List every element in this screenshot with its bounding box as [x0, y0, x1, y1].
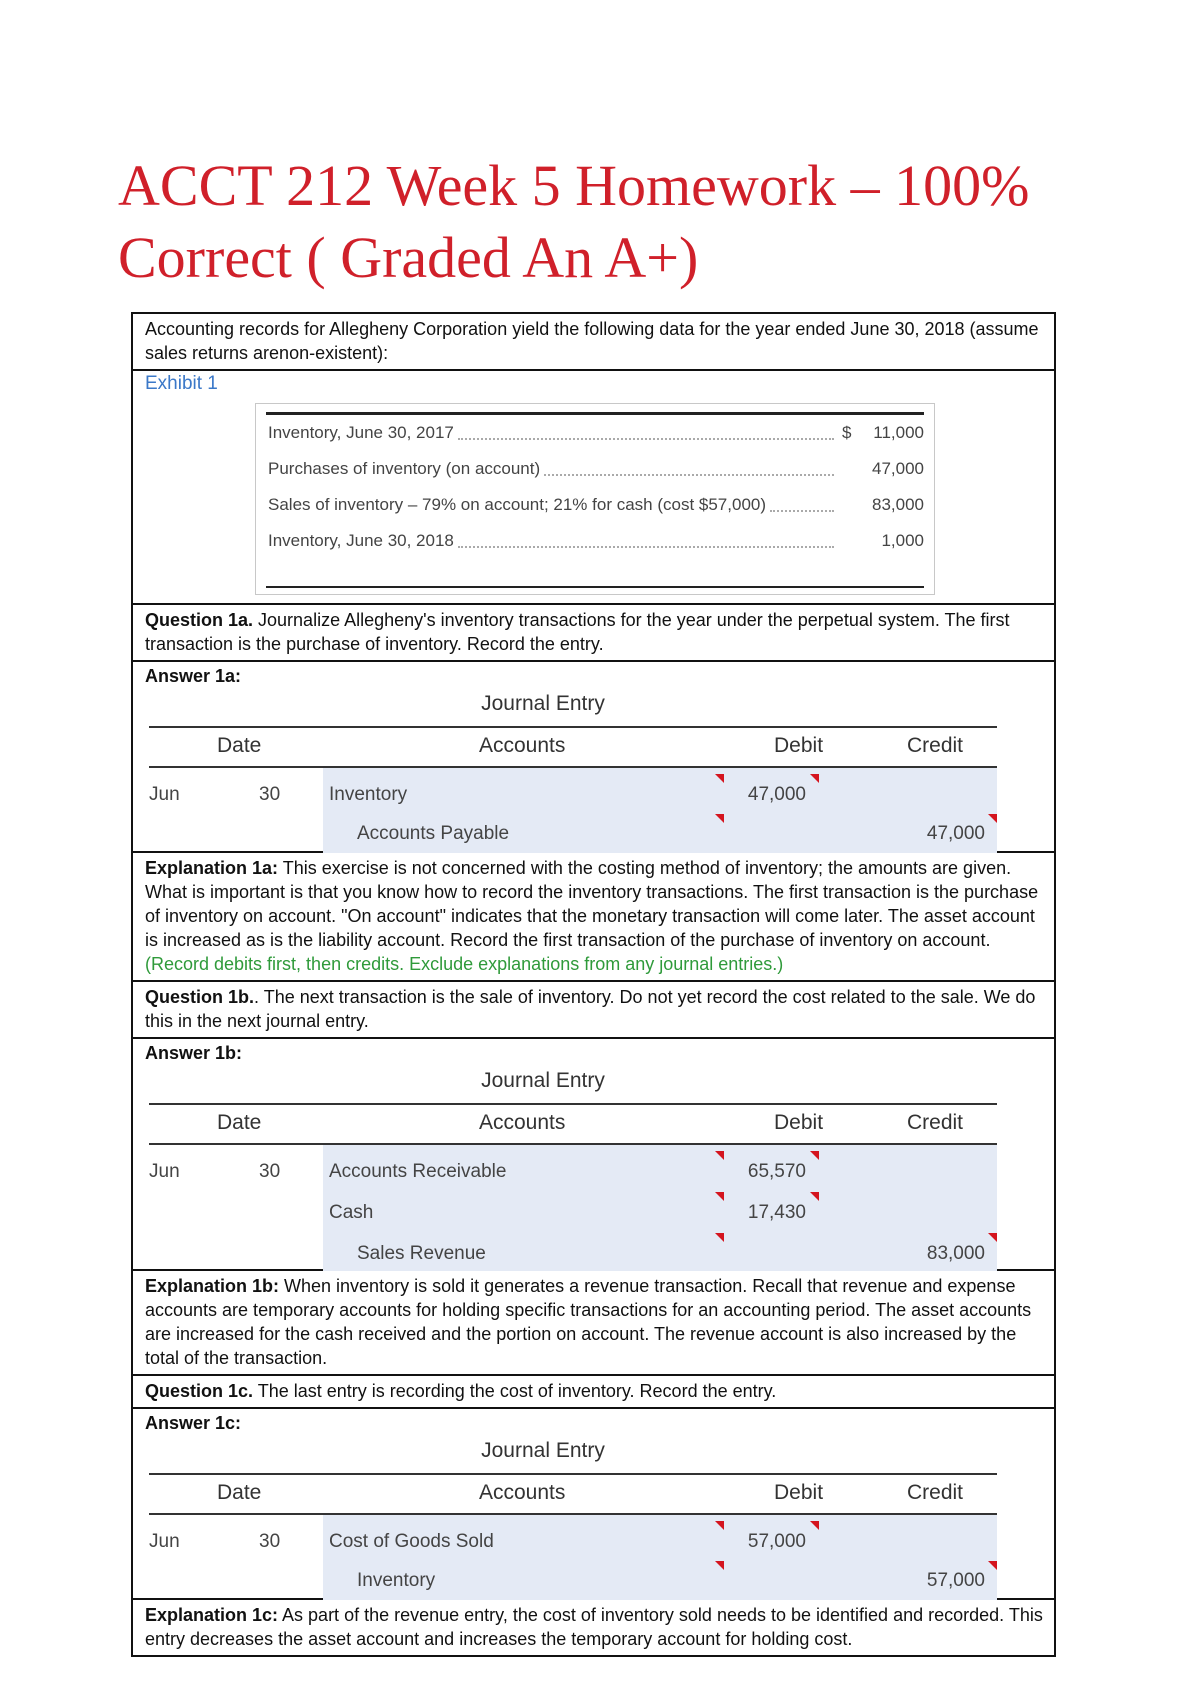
question-1a: [133, 605, 1054, 662]
explanation-1c: [133, 1600, 1054, 1655]
journal-entry-table: [133, 1409, 1054, 1600]
explanation-note: (Record debits first, then credits. Exclude explanations from any journal entries.): [145, 954, 784, 974]
accounts-column-header: Accounts: [479, 734, 566, 757]
document-title-line-2: Correct ( Graded An A+): [118, 225, 699, 290]
error-marker-icon: [810, 774, 819, 783]
date-column-header: Date: [217, 1481, 262, 1504]
answer-label: Answer 1c:: [145, 1413, 242, 1433]
error-marker-icon: [715, 1561, 724, 1570]
journal-debit-input[interactable]: 47,000: [747, 784, 806, 805]
exhibit-line-value: 83,000: [872, 495, 924, 514]
error-marker-icon: [810, 1151, 819, 1160]
question-label: Question 1a.: [145, 610, 254, 630]
explanation-text: This exercise is not concerned with the costing method of inventory; the amounts are given. What is important is that you know how to record the inventory transactions. The first transaction is the purchase of inventory on account. "On account" indicates that the monetary transaction will come later. The asset account is increased as is the liability account. Record the first transaction of the purchase of inventory on account.: [145, 858, 1039, 950]
exhibit-line: [268, 418, 924, 448]
exhibit-table: [255, 403, 935, 595]
answer-label: Answer 1b:: [145, 1043, 243, 1063]
exhibit-line-currency: [842, 459, 856, 479]
journal-account-input[interactable]: Accounts Payable: [357, 823, 510, 844]
journal-account-input[interactable]: Sales Revenue: [357, 1243, 486, 1264]
error-marker-icon: [988, 1561, 997, 1570]
date-column-header: Date: [217, 1111, 262, 1134]
credit-column-header: Credit: [907, 1481, 964, 1504]
credit-column-header: Credit: [907, 734, 964, 757]
exhibit-line-label: Inventory, June 30, 2017: [268, 423, 454, 442]
explanation-label: Explanation 1a:: [145, 858, 279, 878]
error-marker-icon: [988, 1233, 997, 1242]
entry-day: 30: [259, 1531, 281, 1552]
entry-day: 30: [259, 1161, 281, 1182]
exhibit-line: [268, 454, 924, 484]
exhibit-line: [268, 526, 924, 556]
debit-column-header: Debit: [774, 734, 824, 757]
question-text: Journalize Allegheny's inventory transactions for the year under the perpetual system. The first transaction is the purchase of inventory. Record the entry.: [145, 610, 1010, 654]
debit-column-header: Debit: [774, 1111, 824, 1134]
journal-account-input[interactable]: Cost of Goods Sold: [329, 1531, 494, 1552]
document-title: [118, 150, 1029, 294]
explanation-text: When inventory is sold it generates a revenue transaction. Recall that revenue and expense accounts are temporary accounts for holding specific transactions for an accounting period. The asset accounts are increased for the cash received and the portion on account. The revenue account is also increased by the total of the transaction.: [145, 1276, 1032, 1368]
exhibit-line: [268, 490, 924, 520]
error-marker-icon: [715, 774, 724, 783]
question-text: The last entry is recording the cost of inventory. Record the entry.: [253, 1381, 777, 1401]
exhibit-line-label: Purchases of inventory (on account): [268, 459, 541, 478]
exhibit-line-currency: $: [842, 423, 852, 442]
answer-label: Answer 1a:: [145, 666, 242, 686]
question-1c: [133, 1376, 1054, 1409]
journal-account-input[interactable]: Cash: [329, 1202, 374, 1223]
journal-entry-table: [133, 662, 1054, 853]
error-marker-icon: [988, 814, 997, 823]
journal-account-input[interactable]: Inventory: [329, 784, 408, 805]
answer-1c: [133, 1409, 1054, 1600]
exhibit-row: [133, 371, 1054, 605]
entry-month: Jun: [149, 1161, 180, 1182]
homework-table: [131, 312, 1056, 1657]
error-marker-icon: [715, 814, 724, 823]
intro-text: Accounting records for Allegheny Corporation yield the following data for the year ended June 30, 2018 (assume sales returns arenon-existent):: [145, 319, 1039, 363]
journal-credit-input[interactable]: 83,000: [926, 1243, 985, 1264]
journal-debit-input[interactable]: 57,000: [747, 1531, 806, 1552]
answer-1a: [133, 662, 1054, 853]
error-marker-icon: [715, 1521, 724, 1530]
entry-month: Jun: [149, 784, 180, 805]
exhibit-line-value: 11,000: [873, 423, 924, 442]
accounts-column-header: Accounts: [479, 1111, 566, 1134]
document-title-line-1: ACCT 212 Week 5 Homework – 100%: [118, 153, 1030, 218]
explanation-text: As part of the revenue entry, the cost of inventory sold needs to be identified and recorded. This entry decreases the asset account and increases the temporary account for holding cost.: [145, 1605, 1043, 1649]
date-column-header: Date: [217, 734, 262, 757]
journal-entry-table: [133, 1039, 1054, 1271]
exhibit-line-currency: [842, 531, 856, 551]
journal-title: Journal Entry: [481, 1439, 605, 1462]
exhibit-line-value: 1,000: [881, 531, 924, 550]
explanation-1b: [133, 1271, 1054, 1376]
journal-debit-input[interactable]: 65,570: [747, 1161, 806, 1182]
journal-title: Journal Entry: [481, 692, 605, 715]
question-label: Question 1b.: [145, 987, 255, 1007]
question-label: Question 1c.: [145, 1381, 254, 1401]
question-text: . The next transaction is the sale of inventory. Do not yet record the cost related to the sale. We do this in the next journal entry.: [145, 987, 1036, 1031]
exhibit-line-label: Sales of inventory – 79% on account; 21% for cash (cost $57,000): [268, 495, 767, 514]
journal-debit-input[interactable]: 17,430: [747, 1202, 806, 1223]
question-1b: [133, 982, 1054, 1039]
exhibit-line-label: Inventory, June 30, 2018: [268, 531, 454, 550]
error-marker-icon: [715, 1151, 724, 1160]
credit-column-header: Credit: [907, 1111, 964, 1134]
entry-day: 30: [259, 784, 281, 805]
explanation-label: Explanation 1c:: [145, 1605, 279, 1625]
explanation-label: Explanation 1b:: [145, 1276, 280, 1296]
error-marker-icon: [810, 1192, 819, 1201]
exhibit-line-value: 47,000: [872, 459, 924, 478]
journal-credit-input[interactable]: 57,000: [926, 1570, 985, 1591]
debit-column-header: Debit: [774, 1481, 824, 1504]
intro-row: [133, 314, 1054, 371]
error-marker-icon: [810, 1521, 819, 1530]
error-marker-icon: [715, 1192, 724, 1201]
answer-1b: [133, 1039, 1054, 1271]
journal-account-input[interactable]: Inventory: [357, 1570, 436, 1591]
exhibit-line-currency: [842, 495, 856, 515]
journal-account-input[interactable]: Accounts Receivable: [329, 1161, 507, 1182]
error-marker-icon: [715, 1233, 724, 1242]
exhibit-label: Exhibit 1: [145, 373, 218, 394]
journal-title: Journal Entry: [481, 1069, 605, 1092]
accounts-column-header: Accounts: [479, 1481, 566, 1504]
journal-credit-input[interactable]: 47,000: [926, 823, 985, 844]
entry-month: Jun: [149, 1531, 180, 1552]
explanation-1a: [133, 853, 1054, 982]
